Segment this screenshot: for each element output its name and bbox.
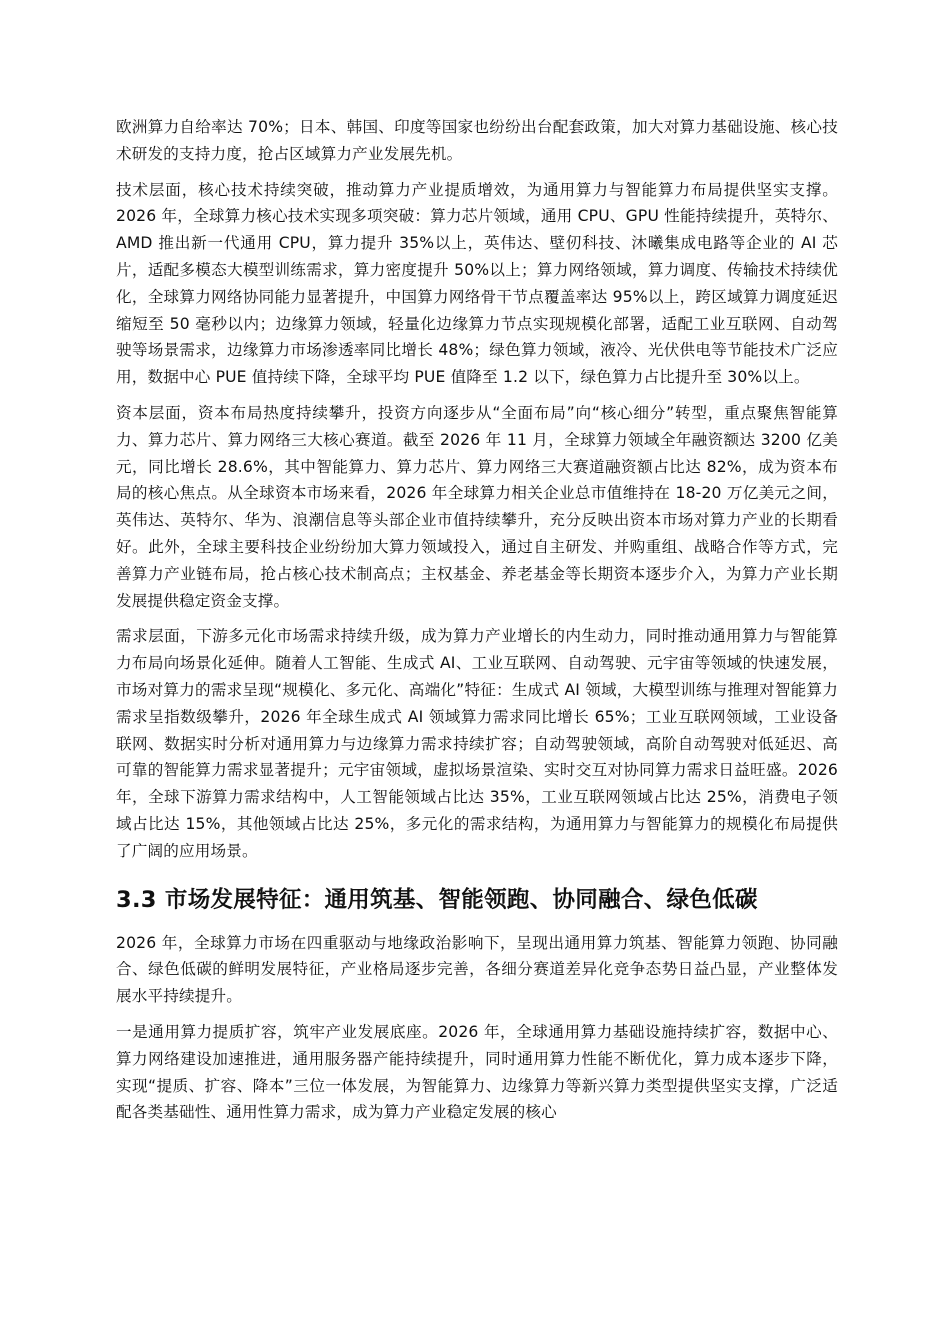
paragraph-market-overview: 2026 年，全球算力市场在四重驱动与地缘政治影响下，呈现出通用算力筑基、智能算力领跑、协同融合、绿色低碳的鲜明发展特征，产业格局逐步完善，各细分赛道差异化竞争态势日益凸显，产业整体发展水平持续提升。 [116,933,838,1006]
paragraph-capital: 资本层面，资本布局热度持续攀升，投资方向逐步从“全面布局”向“核心细分”转型，重点聚焦智能算力、算力芯片、算力网络三大核心赛道。截至 2026 年 11 月，全球算力领域全年融资额达 3200 亿美元，同比增长 28.6%，其中智能算力、算力芯片、算力网络三大赛道融资额占比达 82%，成为资本布局的核心焦点。从全球资本市场来看，2026 年全球算力相关企业总市值维持在 18-20 万亿美元之间，英伟达、英特尔、华为、浪潮信息等头部企业市值持续攀升，充分反映出资本市场对算力产业的长期看好。此外，全球主要科技企业纷纷加大算力领域投入，通过自主研发、并购重组、战略合作等方式，完善算力产业链布局，抢占核心技术制高点；主权基金、养老基金等长期资本逐步介入，为算力产业长期发展提供稳定资金支撑。 [116,403,838,610]
document-page [116,114,838,1135]
paragraph-technology: 技术层面，核心技术持续突破，推动算力产业提质增效，为通用算力与智能算力布局提供坚实支撑。2026 年，全球算力核心技术实现多项突破：算力芯片领域，通用 CPU、GPU 性能持续提升，英特尔、AMD 推出新一代通用 CPU，算力提升 35%以上，英伟达、壁仞科技、沐曦集成电路等企业的 AI 芯片，适配多模态大模型训练需求，算力密度提升 50%以上；算力网络领域，算力调度、传输技术持续优化，全球算力网络协同能力显著提升，中国算力网络骨干节点覆盖率达 95%以上，跨区域算力调度延迟缩短至 50 毫秒以内；边缘算力领域，轻量化边缘算力节点实现规模化部署，适配工业互联网、自动驾驶等场景需求，边缘算力市场渗透率同比增长 48%；绿色算力领域，液冷、光伏供电等节能技术广泛应用，数据中心 PUE 值持续下降，全球平均 PUE 值降至 1.2 以下，绿色算力占比提升至 30%以上。 [116,180,838,387]
paragraph-demand: 需求层面，下游多元化市场需求持续升级，成为算力产业增长的内生动力，同时推动通用算力与智能算力布局向场景化延伸。随着人工智能、生成式 AI、工业互联网、自动驾驶、元宇宙等领域的快速发展，市场对算力的需求呈现“规模化、多元化、高端化”特征：生成式 AI 领域，大模型训练与推理对智能算力需求呈指数级攀升，2026 年全球生成式 AI 领域算力需求同比增长 65%；工业互联网领域，工业设备联网、数据实时分析对通用算力与边缘算力需求持续扩容；自动驾驶领域，高阶自动驾驶对低延迟、高可靠的智能算力需求显著提升；元宇宙领域，虚拟场景渲染、实时交互对协同算力需求日益旺盛。2026 年，全球下游算力需求结构中，人工智能领域占比达 35%，工业互联网领域占比达 25%，消费电子领域占比达 15%，其他领域占比达 25%，多元化的需求结构，为通用算力与智能算力的规模化布局提供了广阔的应用场景。 [116,627,838,860]
section-heading: 3.3 市场发展特征：通用筑基、智能领跑、协同融合、绿色低碳 [116,886,758,913]
paragraph-policy-continuation: 欧洲算力自给率达 70%；日本、韩国、印度等国家也纷纷出台配套政策，加大对算力基础设施、核心技术研发的支持力度，抢占区域算力产业发展先机。 [116,118,838,163]
paragraph-general-compute: 一是通用算力提质扩容，筑牢产业发展底座。2026 年，全球通用算力基础设施持续扩容，数据中心、算力网络建设加速推进，通用服务器产能持续提升，同时通用算力性能不断优化，算力成本逐步下降，实现“提质、扩容、降本”三位一体发展，为智能算力、边缘算力等新兴算力类型提供坚实支撑，广泛适配各类基础性、通用性算力需求，成为算力产业稳定发展的核心 [116,1022,838,1122]
